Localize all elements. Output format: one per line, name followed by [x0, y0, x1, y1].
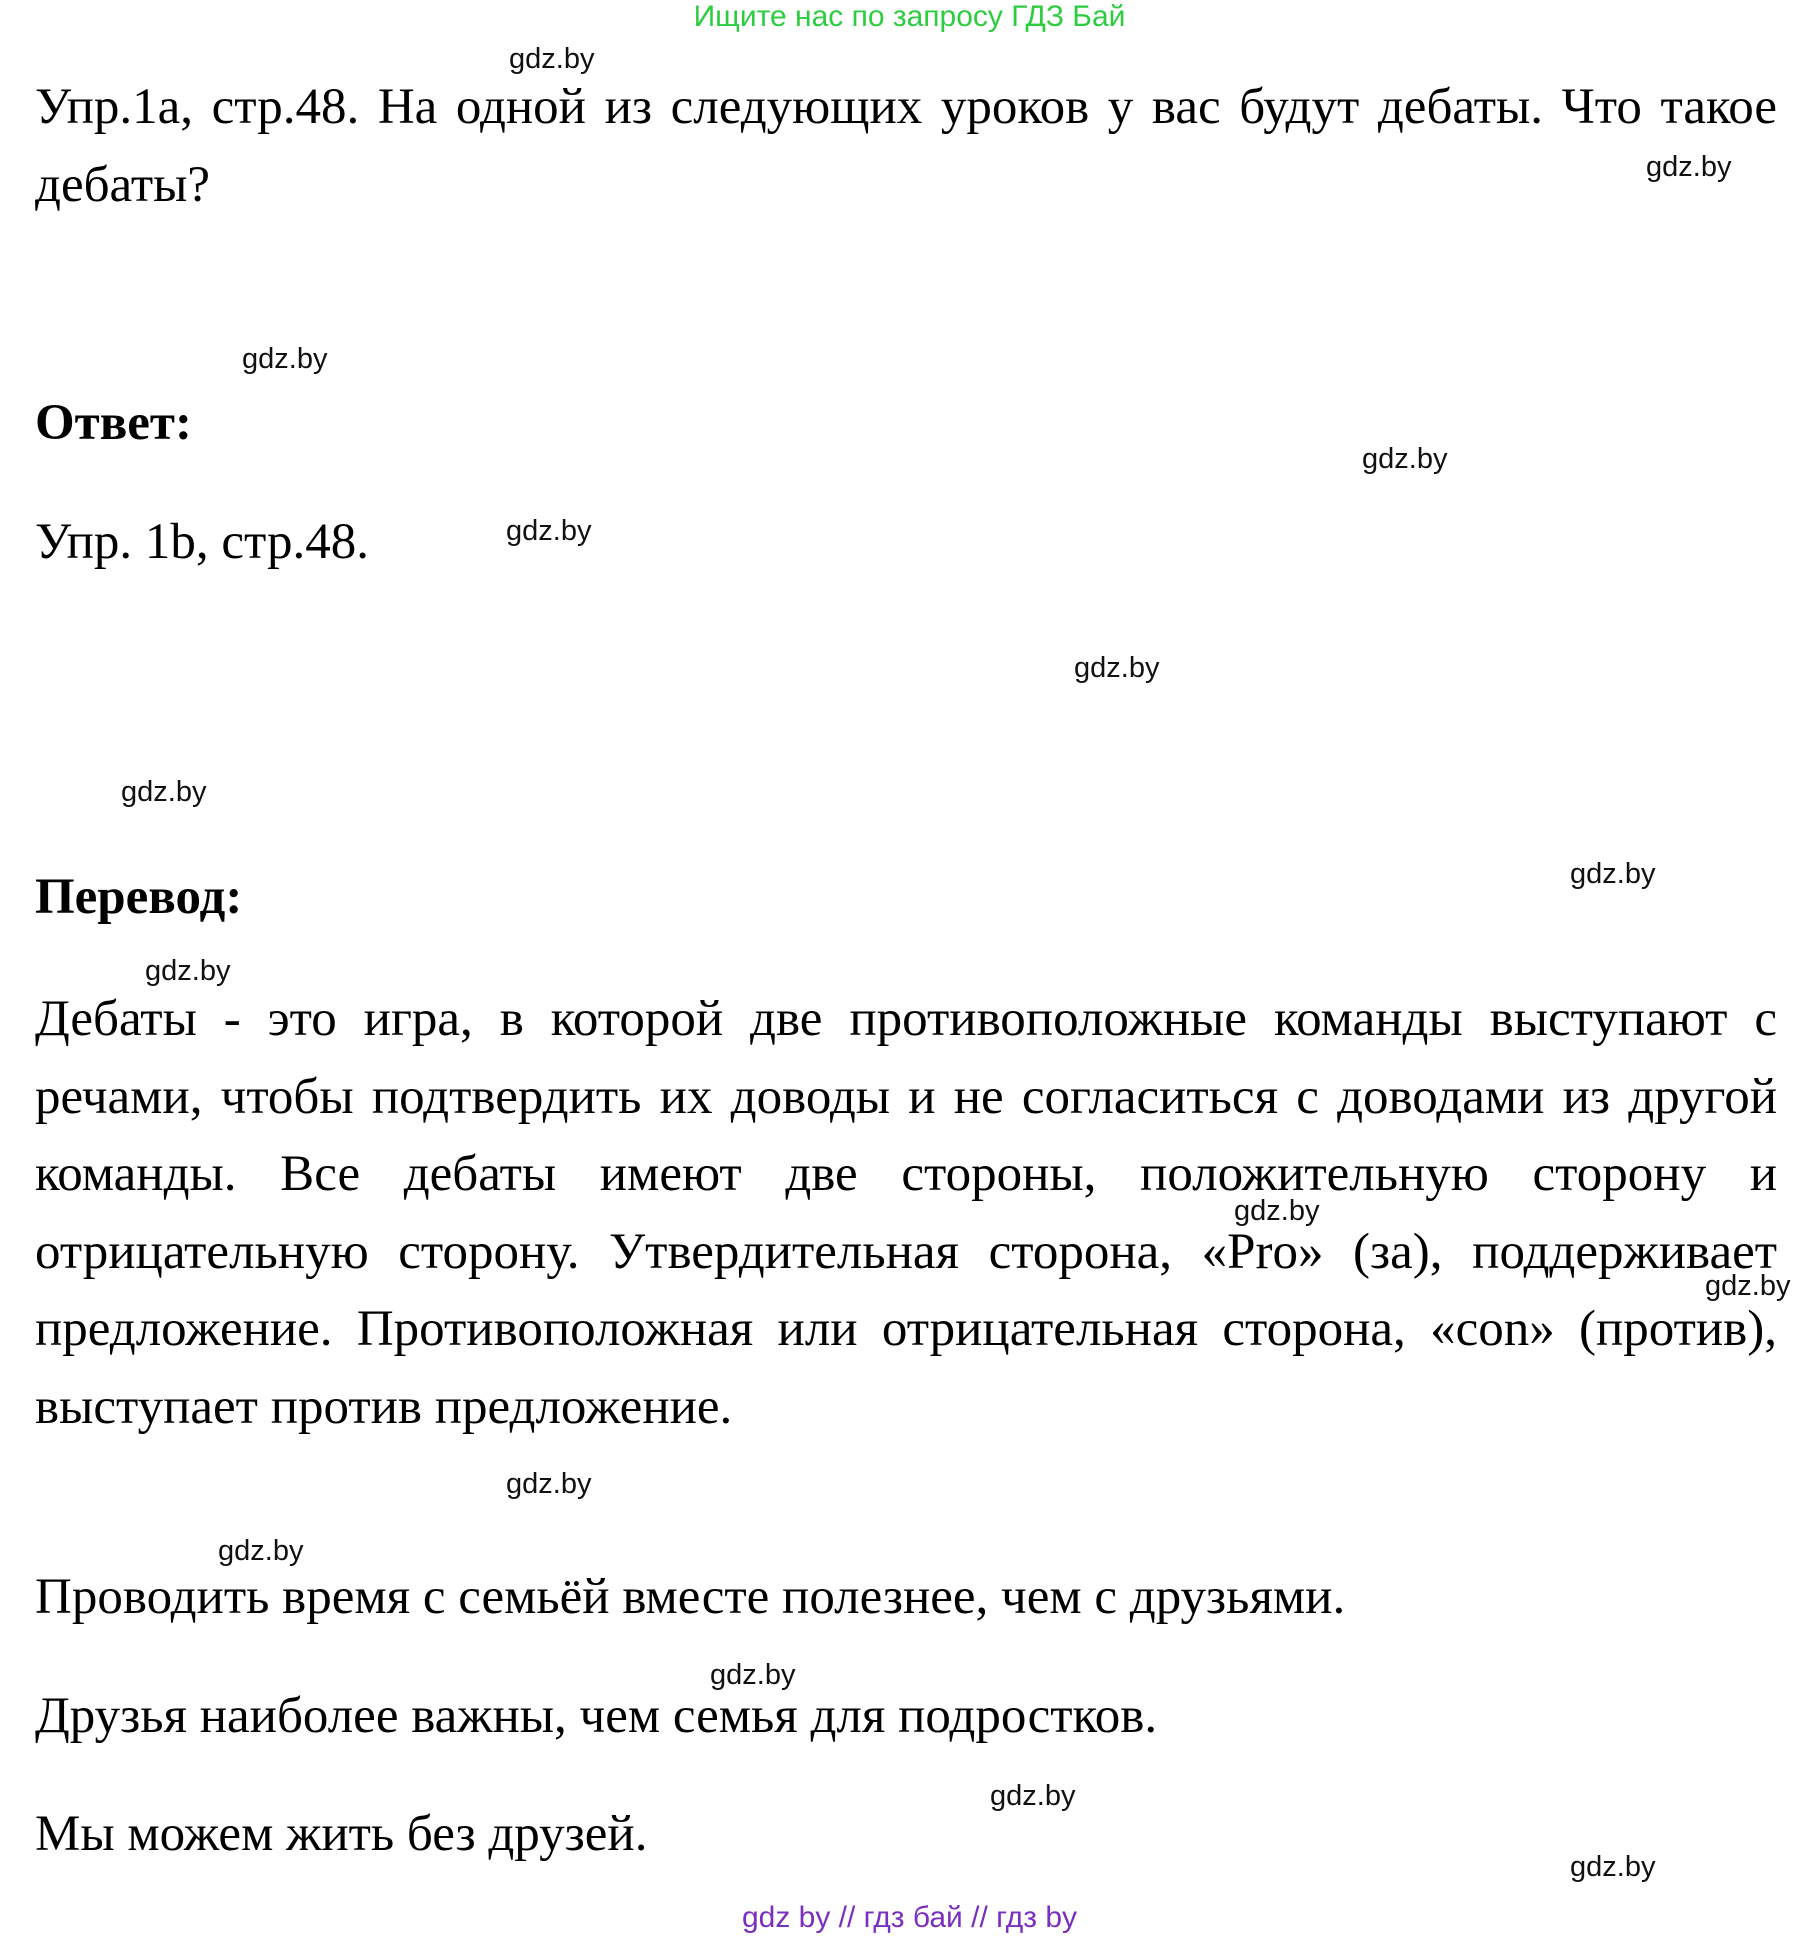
watermark: gdz.by [1705, 1270, 1791, 1302]
exercise-1b-title: Упр. 1b, стр.48. [35, 514, 369, 570]
translation-heading: Перевод: [35, 869, 243, 925]
footer-links: gdz by // гдз бай // гдз by [741, 1901, 1078, 1934]
watermark: gdz.by [1570, 1851, 1656, 1883]
statement-3: Мы можем жить без друзей. [35, 1806, 648, 1862]
exercise-1a-question: Упр.1a, стр.48. На одной из следующих уроков у вас будут дебаты. Что такое дебаты? [35, 79, 1777, 213]
answer-heading: Ответ: [35, 395, 192, 451]
watermark: gdz.by [506, 515, 592, 547]
search-banner: Ищите нас по запросу ГДЗ Бай [693, 0, 1126, 33]
watermark: gdz.by [1362, 443, 1448, 475]
watermark: gdz.by [218, 1535, 304, 1567]
watermark: gdz.by [990, 1780, 1076, 1812]
statement-1: Проводить время с семьёй вместе полезнее, чем с друзьями. [35, 1569, 1346, 1625]
watermark: gdz.by [1570, 858, 1656, 890]
watermark: gdz.by [1646, 151, 1732, 183]
statement-2: Друзья наиболее важны, чем семья для подростков. [35, 1688, 1158, 1744]
watermark: gdz.by [710, 1659, 796, 1691]
watermark: gdz.by [1234, 1195, 1320, 1227]
watermark: gdz.by [1074, 652, 1160, 684]
watermark: gdz.by [242, 343, 328, 375]
watermark: gdz.by [121, 776, 207, 808]
watermark: gdz.by [506, 1468, 592, 1500]
watermark: gdz.by [145, 955, 231, 987]
watermark: gdz.by [509, 43, 595, 75]
translation-paragraph: Дебаты - это игра, в которой две противоположные команды выступают с речами, чтобы подтвердить их доводы и не согласиться с доводами из другой команды. Все дебаты имеют две стороны, положительную сторону и отрицательную сторону. Утвердительная сторона, «Pro» (за), поддерживает предложение. Противоположная или отрицательная сторона, «con» (против), выступает против предложение. [35, 991, 1777, 1435]
